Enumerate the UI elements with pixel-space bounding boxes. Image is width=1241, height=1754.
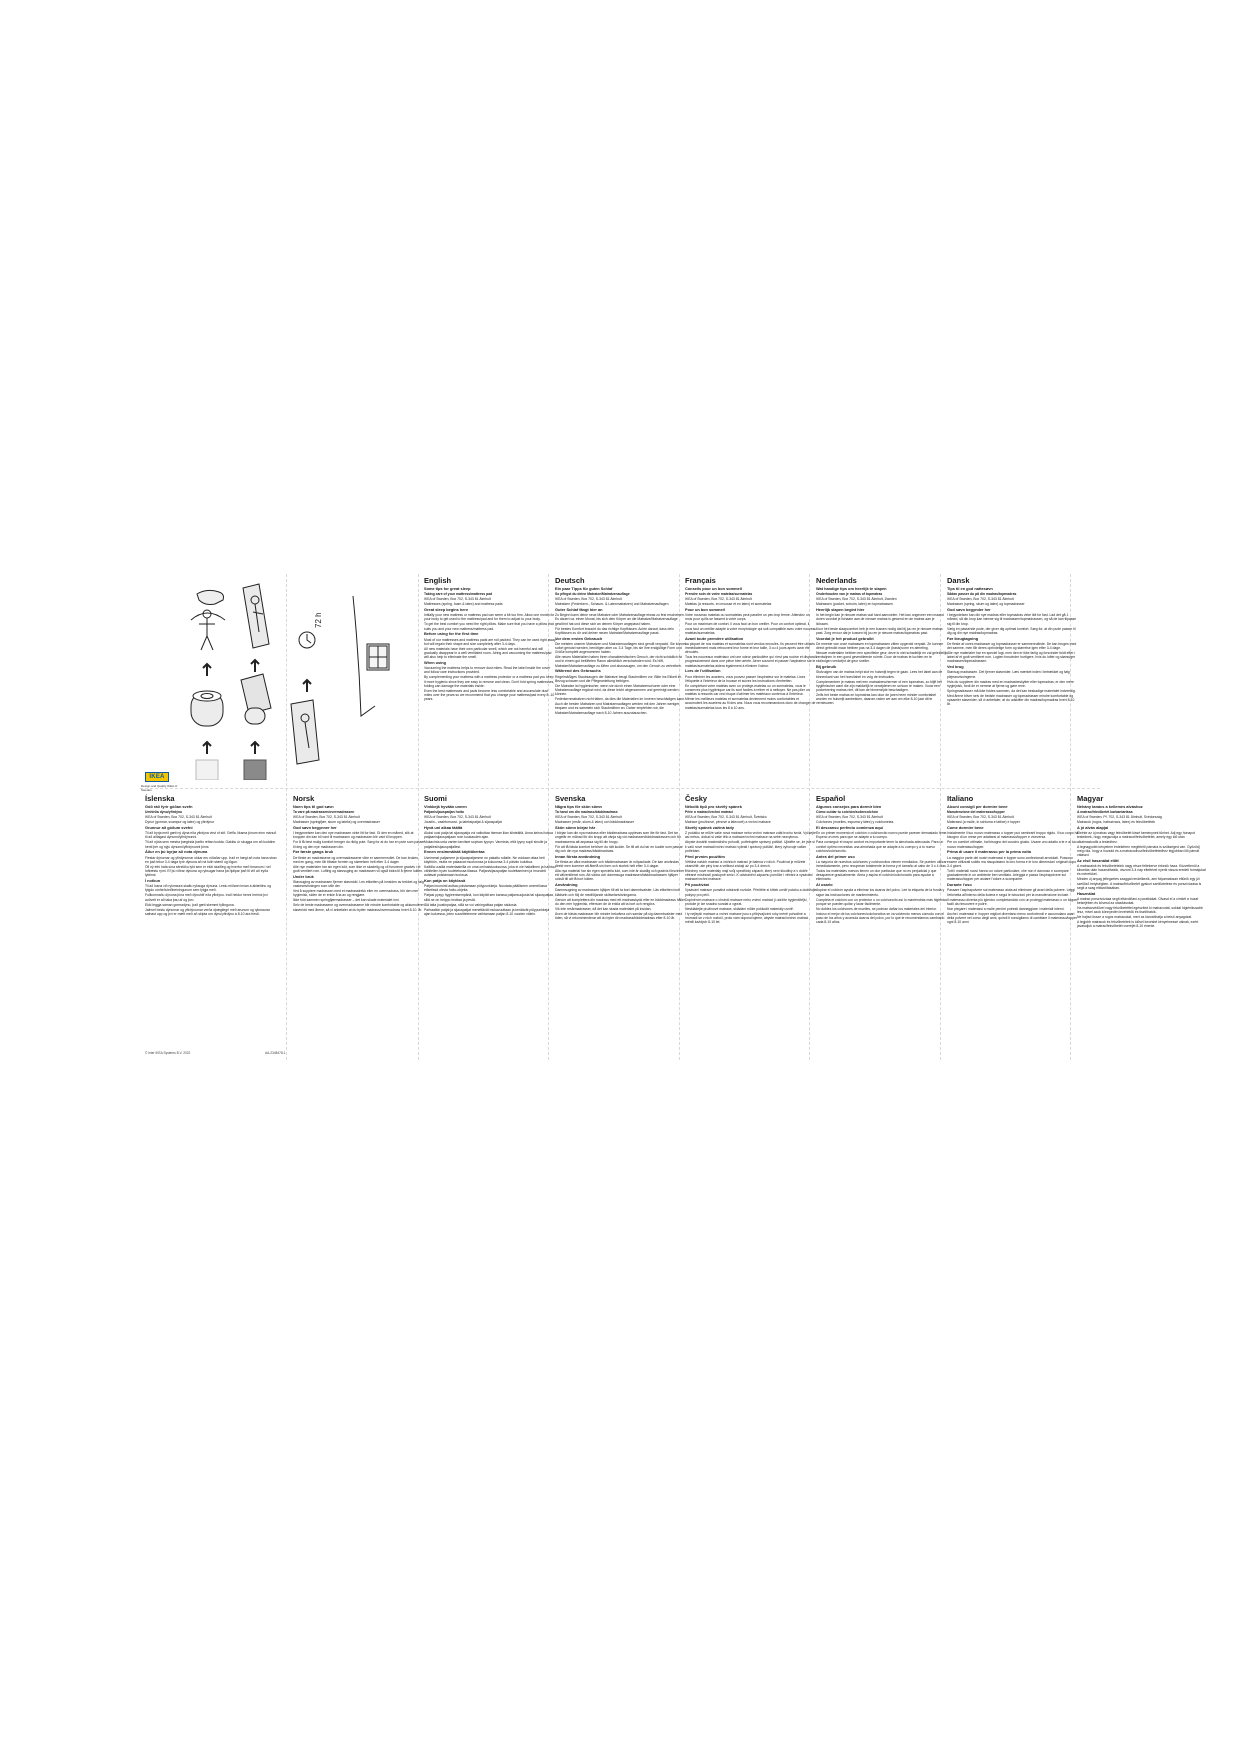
- paragraph: IKEA of Sweden, Box 702, S-343 81 Älmhult: [947, 597, 1014, 602]
- article-code: AA-2348478-1: [265, 1051, 286, 1055]
- paragraph: Die meisten unserer Matratzen und Matratzenauflagen sind gerollt verpackt. Sie können sofort genutzt werden, benötigen aber ca. 3-4 Tage, bis sie ihre endgültige Form und Größe komplett angenommen haben.: [555, 641, 687, 655]
- paragraph: Incluso el mejor de los colchones/colchoncitos se va volviendo menos cómodo con el paso de los años y acumula ácaros del polvo, por lo que te recomendamos cambiarlo cada 8-10 años.: [816, 911, 945, 925]
- paragraph: Pour un maximum de confort, il vous faut un bon oreiller. Pour un confort optimal, il vous faut un oreiller adapté à votre morphologie qui soit compatible avec votre nouveau matelas/surmatelas.: [685, 622, 817, 635]
- section-subheading: Några tips för skön sömn: [555, 804, 602, 809]
- ikea-logo: [145, 772, 169, 782]
- paragraph: Všechny nové materiály mají svůj specifický zápach, který není škodlivý a v dobře větrané místnosti postupně zmizí. K odstranění zápachu pomůže i větrání a vysávání matrace/vrchní matrace.: [685, 868, 813, 882]
- section-subheading: Bij gebruik: [816, 664, 837, 670]
- paragraph: IKEA of Sweden, Box 702, S-343 81 Älmhult, Švédsko: [685, 815, 767, 820]
- section-magyar: [1077, 794, 1207, 1044]
- wait-time-label: 72 h: [314, 612, 323, 628]
- paragraph: To get the best comfort you need the right pillow. Make sure that you have a pillow that suits you and your new mattress/mattress pad.: [424, 622, 554, 631]
- horizontal-fold-line: [140, 788, 1100, 789]
- paragraph: De flesta av våra madrasser och bäddmadrasser är rullpackade. De kan användas direkt men kommer att återfå sin form och storlek helt efter 3-4 dagar.: [555, 859, 679, 868]
- paragraph: Auch die besten Matratzen und Matratzenauflagen werden mit den Jahren weniger bequem und es sammeln sich Staubmilben an. Daher empfehlen wir, die Matratze/Matratzenauflage nach 8-10 Jahren auszutauschen.: [555, 702, 680, 715]
- language-heading: Suomi: [424, 794, 447, 803]
- paragraph: A legnagyobb kényelem érdekében megfelelő párnára is szükséged van. Győződj meg róla, hogy a hozzád és a matracodhoz/fekvőbetétedhez legjobban illő párnát válaszd.: [1077, 844, 1200, 857]
- paragraph: A matracaink és fekvőbetéteink nagy része feltekerve érkezik haza. Közvetlenül a kibontás után használhatók, viszont 3-4 nap elteltével nyerik vissza eredeti formájukat és méretüket.: [1077, 863, 1206, 877]
- paragraph: Even the best mattresses and pads become less comfortable and accumulate dust mites over the years so we recommend that you change your mattress/pad every 8 -10 years.: [424, 688, 555, 702]
- person-sleeping-icon: [291, 700, 319, 764]
- paragraph: Matelas (à ressorts, en mousse et en latex) et surmatelas: [685, 602, 772, 607]
- packed-mattress-icon: [196, 760, 218, 780]
- section-title: Taking care of your mattress/mattress pad: [424, 592, 493, 597]
- paragraph: Selv de beste madrassene og overmadrassene blir mindre komfortable og akkumulerer støvmidd med årene, så vi anbefaler at du bytter madrass/overmadrass hvert 8-10. år.: [293, 903, 424, 912]
- section-subheading: Használat: [1077, 890, 1096, 896]
- paragraph: Initially your new mattress or mattress pad can seem a bit too firm. Allow one month for your body to get used to the mattress/pad and for them to adjust to your body.: [424, 613, 555, 622]
- paragraph: Hvis du supplerer din madras med en madrasbeskytter eller topmadras, er den mere hygiejnisk, fordi de er nemme at fjerne og gøre rene.: [947, 679, 1074, 688]
- section-subheading: Conseils pour un bon sommeil: [685, 586, 742, 591]
- paragraph: IKEA of Sweden, Box 702, S-343 81 Älmhult: [424, 597, 491, 602]
- section-subheading: Při používání: [685, 882, 710, 888]
- open-window-icon: [367, 644, 389, 670]
- paragraph: IKEA of Sweden, Box 702, S-343 81 Älmhult: [424, 815, 491, 820]
- section-subheading: Before using for the first time: [424, 631, 479, 637]
- section-subheading: Før første gangs bruk: [293, 849, 334, 855]
- section-francais: [685, 576, 817, 786]
- section-norsk: [293, 794, 425, 1044]
- section-subheading: Í notkun: [145, 877, 161, 883]
- paragraph: IKEA of Sweden, Box 702, S-343 81 Älmhult: [685, 597, 752, 602]
- paragraph: Patjasi pysyy hygieenisempänä, kun käytät sen kanssa patjansuojusta tai sijauspatjaa, sillä ne on helppo irrottaa ja pestä.: [424, 893, 554, 902]
- paragraph: Für bestes Komfort braucht du das richtige Kopfkissen. Achte darauf, dass dein Kopfkissen zu dir und deiner neuen Matratze/Matratzenauflage passt.: [555, 626, 674, 635]
- paragraph: Alle nye materialer har en speciel lugt, men den er ikke farlig og forsvinder fuldt efter i løbet af et godt ventileret rum. Lugten forsvinder hurtigere, hvis du lufter og støvsuger madrassen/topmadrassen.: [947, 650, 1076, 664]
- section-svenska: [555, 794, 687, 1044]
- mattress-unpacking-illustration: [145, 580, 420, 780]
- arrow-up-icon: [203, 664, 211, 676]
- paragraph: Ikke fold sammen springfjærmadrasser – det kan skade materialet inni.: [293, 898, 400, 903]
- paragraph: De fleste av madrassene og overmadrassene våre er sammenrullet. De kan brukes med en gang, men får tilbake formen og størrelsen helt etter 3-4 dager.: [293, 855, 418, 864]
- paragraph: Vik inte resårmadrasser, då det kan skada materialet på insidan.: [555, 906, 652, 911]
- paragraph: Regelmäßiges Staubsaugen der Matratze beugt Staubmilben vor. Bitte ins Etikett im Bezug schauen und die Pflegeanleitung befolgen.: [555, 674, 682, 683]
- language-heading: English: [424, 576, 452, 585]
- person-sleeping-icon: [243, 584, 269, 648]
- section-dansk: [947, 576, 1079, 786]
- section-title: Sådan passer du på din madras/topmadras: [947, 592, 1017, 597]
- paragraph: Completa el colchón con un protector o un colchoncito así lo mantendrás más higiénico porque se pueden quitar y lavar fácilmente.: [816, 897, 948, 906]
- paragraph: Dammsugning av madrassen hjälper till att ta bort dammkvalster. Läs etiketten inuti klädseln och följ de medföljande skötselanvisningarna.: [555, 888, 680, 897]
- section-subheading: Wat handige tips om heerlijk te slapen: [816, 586, 887, 591]
- person-carrying-icon: [191, 590, 225, 650]
- language-heading: Česky: [685, 794, 708, 803]
- paragraph: Med årene bliver selv de bedste madrasser og topmadrasser mindre komfortable og opsamler støvmider, så vi anbefaler, at du udskifter din madras/topmadras hvert 8-10 år.: [947, 693, 1075, 707]
- section-subheading: Alcuni consigli per dormire bene: [947, 804, 1008, 809]
- paragraph: Per un comfort ottimale, hai bisogno del cuscino giusto. Usane uno adatto a te e al tuo nuovo materasso/topper.: [947, 840, 1077, 849]
- section-title: A matrac/fekvőbetét karbantartása: [1077, 810, 1133, 815]
- paragraph: Federkernmatratzen nicht falten, da dies die Materialien im Inneren beschädigen kann.: [555, 697, 686, 702]
- paragraph: IKEA of Sweden, Box 702, S-343 81 Älmhult: [555, 597, 622, 602]
- paragraph: Genom att komplettera din madrass med ett madrasskydd eller en bäddmadrass håller du den mer hygienisk, eftersom de är enkla att ta bort och rengöra.: [555, 897, 686, 906]
- paragraph: Støvsug madrassen. Det fjerner støvmider. Læs mærket inden i betrækket og følg plejeanvisningerne.: [947, 670, 1070, 679]
- paragraph: De fleste af vores madrasser og topmadrasser er sammenrullede. De kan bruges med det samme, men får deres oprindelige form og størrelse igen efter 3-4 dage.: [947, 641, 1077, 650]
- paragraph: Zu Beginn kann deine neue Matratze oder Matratzenauflage etwas zu fest erscheinen. Es dauert ca. einen Monat, bis sich dein Körper an die Matratze/Matratzenauflage gewöhnt hat und diese sich an deinen Körper angepasst haben.: [555, 613, 685, 626]
- arrow-up-icon: [251, 660, 259, 672]
- brand-tagline: Design and Quality IKEA of Sweden: [141, 784, 178, 792]
- arrow-up-icon: [251, 742, 259, 754]
- ikea-logo-text: IKEA: [146, 773, 168, 781]
- arrow-up-icon: [203, 742, 211, 754]
- paragraph: Kaikilla uusilla materiaaleilla on oma ominaistuoksunsa, joka ei ole haitallinen ja haihtuu vähitellen hyvin tuuletetussa tilassa. Patjan/sijauspatjan tuulettaminen ja imurointi auttavat poistamaan tuoksua.: [424, 864, 556, 878]
- paragraph: Til að njóta sem mestra þæginda þarftu réttan kodda. Gakktu úr skugga um að koddinn henti þér og nýju dýnunni/yfirdýnunni þinni.: [145, 840, 276, 849]
- paragraph: IKEA of Sweden, Box 702, S-343 81 Älmhult: [947, 815, 1014, 820]
- language-heading: Svenska: [555, 794, 586, 803]
- paragraph: IKEA of Sweden, Box 702, S-343 81 Älmhult: [145, 815, 212, 820]
- paragraph: I ty nejlepší matrace a vrchní matrace jsou s přibývajícími roky méně pohodlné a hromadí se v nich roztoči, proto vám doporučujeme, abyste matraci/vrchní matraci měnili každých 8-10 let.: [685, 911, 809, 925]
- section-subheading: Lors de l'utilisation: [685, 668, 721, 674]
- paragraph: Passare l'aspirapolvere sul materasso aiuta ad eliminare gli acari della polvere. Leggi l'etichetta all'interno della fodera e segui le istruzioni per la manutenzione incluse.: [947, 888, 1075, 897]
- paragraph: Vælg en passende pude, der giver dig optimal komfort. Sørg for, at din pude passer til dig og din nye madras/topmadras.: [947, 626, 1076, 635]
- paragraph: Vysávání matrace pomáhá odstranit roztoče. Přečtěte si štítek uvnitř potahu a dodržujte pokyny pro péči.: [685, 888, 817, 897]
- paragraph: Öll ný efni hafa sína sérstöku lykt sem er ekki skaðleg og hverfur með tímanum í vel loftræstu rými. Ef þú viðrar dýnuna og ryksugar hana þá hjálpar það til við að eyða lyktinni.: [145, 864, 271, 878]
- paragraph: Alle neuen Materialien haben ihren charakteristischen Geruch, der nicht schädlich ist und in einem gut belüfteten Raum allmählich verschwinden wird. Es hilft, Matratze/Matratzenauflage zu lüften und abzusaugen, um den Geruch zu vertreiben.: [555, 655, 683, 668]
- paragraph: La plupart de nos matelas et surmatelas sont vendus enroulés. Ils peuvent être utilisés immédiatement mais retrouvent leur forme et leur taille, 3 ou 4 jours après avoir été déroulés.: [685, 641, 815, 655]
- section-subheading: Několik tipů pro skvělý spánek: [685, 804, 742, 809]
- paragraph: Matrace (pružinové, pěnové a latexové) a vrchní matrace: [685, 820, 771, 825]
- paragraph: Colchones (muelles, espuma y látex) y colchonetas: [816, 820, 894, 825]
- paragraph: Mukavinta unta varten tarvitset sopivan tyynyn. Varmista, että tyyny sopii sinulle ja patjallesi/sijauspatjallesi.: [424, 840, 547, 849]
- section-subheading: Ennen ensimmäistä käyttökertaa: [424, 849, 485, 855]
- section-title: Ta vare på madrassen/overmadrassen: [293, 810, 355, 815]
- paragraph: Para conseguir el mayor confort es importante tener la almohada adecuada. Para un confort óptimo necesitas una almohada que se adapte a tu cuerpo y a tu nuevo colchón/colchoncito.: [816, 840, 944, 853]
- paragraph: Aluksi uusi patja tai sijauspatja voi vaikuttaa hieman liian kiinteältä. Anna kehosi tottua patjaan/sijauspatjaan noin kuukauden ajan.: [424, 831, 553, 840]
- clock-icon: [299, 632, 315, 648]
- section-title: Cómo cuidar tu colchón/sobrecolchón: [816, 810, 878, 815]
- section-subheading: Al usarlo: [816, 882, 833, 888]
- paragraph: Eleinte az új matrac vagy fekvőbetét kissé keménynek tűnhet. Adj egy hónapot testednek, hogy megszokja a matracot/fekvőbetétet, amely egy idő után alkalmazkodik a testedhez.: [1077, 831, 1195, 844]
- section-subheading: When using: [424, 659, 447, 665]
- paragraph: Alla nya material har sin egen speciella lukt, som inte är skadlig och gradvis försvinner i ett välventilerat rum. Att vädra och dammsuga madrassen/bäddmadrassen hjälper också till att få bort lukten.: [555, 868, 686, 882]
- paragraph: Springmadrasser må ikke foldes sammen, da det kan beskadige materialet indvendig.: [947, 688, 1076, 693]
- paragraph: In het begin kan je nieuwe matras wat hard aanvoelen. Het kan ongeveer een maand duren voordat je lichaam aan de nieuwe matras is gewend en de matras aan je lichaam.: [816, 613, 944, 626]
- copyright-notice: © Inter IKEA Systems B.V. 2022: [145, 1051, 191, 1055]
- paragraph: IKEA of Sweden, Box 702, S-343 81 Älmhult: [816, 815, 883, 820]
- paragraph: En un primer momento el colchón o colchoncito nuevo puede parecer demasiado firme. Espera un mes para que se adapte a tu cuerpo.: [816, 831, 948, 840]
- paragraph: Il materasso diventa più igienico completandolo con un proteggi materasso o un topper, facili da rimuovere e pulire.: [947, 897, 1079, 906]
- paragraph: Most of our mattresses and mattress pads are roll packed. They can be used right away but will regain their shape and size completely after 3-4 days.: [424, 637, 556, 646]
- section-subheading: Skvělý spánek začíná tady: [685, 824, 734, 830]
- section-cesky: [685, 794, 817, 1044]
- paragraph: Z počátku se může vaše nová matrace nebo vrchní matrace zdát trochu tvrdá. Vyčkejte asi měsíc, dokud si vaše tělo a matrace/vrchní matrace na sebe nezvyknou.: [685, 831, 816, 840]
- paragraph: Useimmat patjamme ja sijauspatjamme on pakattu rullalle. Ne voidaan ottaa heti käyttöön, mutta ne palaavat muotoonsa ja kokoonsa 3-4 päivän kuluttua.: [424, 855, 545, 864]
- paragraph: Til að losna við rykmaura skaltu ryksuga dýnuna. Lestu miðann innan á áklæðinu og fylgdu umhirðuleiðbeiningunum sem fylgja með.: [145, 884, 271, 893]
- paragraph: Neskládejte pružinové matrace, skládání může poškodit materiály uvnitř.: [685, 906, 794, 911]
- paragraph: För att få bästa komfort behöver du rätt kudde. Se till att du har en kudde som passar dig och din nya madrass/bäddmadrass.: [555, 844, 683, 853]
- section-subheading: Néhány tanács a kellemes alváshoz: [1077, 804, 1143, 809]
- section-subheading: Ein paar Tipps für guten Schlaf: [555, 586, 613, 591]
- section-subheading: Áður en þú byrjar að nota dýnuna: [145, 849, 208, 855]
- section-subheading: Great sleep begins here: [424, 606, 469, 612]
- paragraph: Parhaatkin patjat ja sijauspatjat menettävät mukavuuttaan ja keräävät pölypunkkeja ajan kuluessa, joten suosittelemme vaihtamaan patjan 8-10 vuoden välein.: [424, 907, 550, 916]
- language-heading: Deutsch: [555, 576, 585, 585]
- paragraph: Voor het beste slaapcomfort heb je een kussen nodig dat bij jou en je nieuwe matras past. Zorg ervoor dat je kussen bij jou en je nieuwe matras/topmatras past.: [816, 626, 943, 635]
- section-title: So pflegst du deine Matratze/Matratzenauflage: [555, 592, 630, 597]
- paragraph: I begynnelsen kan den nye madrassen virke litt for fast. Gi den en måned, slik at kroppen din kan bli vant til madrassen og madrassen blir vant til kroppen.: [293, 831, 414, 840]
- paragraph: Minden új anyag jellegzetes szaggal rendelkezik, ami folyamatosan eltűnik egy jól szellőző helyiségben. A matrac/fekvőbetét gyakori szellőztetése és porszívózása is segít a szag eltávolításában.: [1077, 877, 1202, 890]
- paragraph: Madrasser (springfjær, skum og lateks) og overmadrasser: [293, 820, 380, 825]
- paragraph: Aspirar el colchón ayuda a eliminar los ácaros del polvo. Lee la etiqueta de la funda y sigue las instrucciones de mantenimiento.: [816, 888, 945, 897]
- paragraph: I begyndelsen kan din nye madras eller topmadras virke lidt for fast. Lad det gå 1 måned, så din krop kan vænne sig til madrassen/topmadrassen, og så de kan tilpasse sig til din krop.: [947, 613, 1077, 626]
- paragraph: Pour éliminer les acariens, vous pouvez passer l'aspirateur sur le matelas. Lisez l'étiquette à l'intérieur de la housse et suivez les instructions d'entretien.: [685, 674, 806, 683]
- paragraph: La maggior parte dei nostri materassi e topper sono confezionati arrotolati. Possono essere utilizzati subito ma riacquistano la loro forma e le loro dimensioni originali dopo 3-4 giorni.: [947, 855, 1077, 868]
- paragraph: De meeste van onze matrassen en topmatrassen zitten opgerold verpakt. Ze kunnen direct gebruikt maar hebben pas na 3-4 dagen de (basis)vorm en afmeting.: [816, 641, 944, 650]
- section-espanol: [816, 794, 948, 1044]
- paragraph: I början kan din nya madrass eller bäddmadrass upplevas som lite för fast. Det tar ungefär en månad för din kropp att vänja sig vid madrassen/bäddmadrassen och för madrasserna att anpassa sig till din kropp.: [555, 831, 681, 844]
- paragraph: Zelfs het beste matras en topmatras kan door de jaren heen minder comfortabel worden en huismijt aantrekken, daarom raden we aan om elke 8-10 jaar dit te vernieuwen.: [816, 692, 937, 706]
- section-subheading: Während des Gebrauchs: [555, 668, 601, 674]
- section-english: [424, 576, 556, 786]
- paragraph: Inizialmente il tuo nuovo materasso o topper può sembrarti troppo rigido. Il tuo corpo ha bisogno di un mese per adattarsi al materasso/topper e viceversa.: [947, 831, 1079, 840]
- paragraph: IKEA of Sweden, Box 702, S-343 81 Älmhult, Zweden: [816, 597, 897, 602]
- section-subheading: Az első használat előtt: [1077, 857, 1119, 863]
- packed-mattress-icon: [244, 760, 266, 780]
- section-subheading: Voordat je het product gebruikt: [816, 635, 874, 641]
- paragraph: IKEA of Sweden, Pf. 702, S-343 81 Älmhult, Svédország: [1077, 815, 1162, 820]
- section-subheading: Pour un bon sommeil: [685, 606, 725, 612]
- section-subheading: Góð ráð fyrir góðan svefn: [145, 804, 193, 809]
- paragraph: Todos los materiales nuevos tienen un olor particular que no es perjudicial y que desaparece gradualmente. Airea y aspira el colchón/colchoncito para ayudar a eliminarlo.: [816, 868, 937, 882]
- section-title: Péče o matraci/vrchní matraci: [685, 810, 734, 815]
- section-subheading: Noen tips til god søvn: [293, 804, 334, 809]
- arrow-up-icon: [303, 680, 311, 692]
- section-subheading: Come dormire bene: [947, 824, 984, 830]
- paragraph: All new materials have their own particular smell, which are not harmful and will gradually disappear in a well ventilated room. Airing and vacuuming the mattress/pad will also help to eliminate the smell.: [424, 646, 552, 660]
- section-title: Umhirða dýnu/yfirdýnu: [145, 810, 183, 815]
- language-heading: Italiano: [947, 794, 974, 803]
- paragraph: For å få best mulig komfort trenger du riktig pute. Sørg for at du har en pute som passer til deg og den nye madrassen din.: [293, 840, 425, 849]
- language-heading: Magyar: [1077, 794, 1104, 803]
- paragraph: Non piegare i materassi a molle perché potresti danneggiare i materiali interni.: [947, 906, 1065, 911]
- paragraph: Madrasser (spring, skum og latex) og topmadrasser: [947, 602, 1025, 607]
- paragraph: A legjobb matracok és fekvőbetétek is idővel kevésbé kényelmessé válnak, ezért javasoljuk a matrac/fekvőbetét cseréjét 8-10 évente.: [1077, 920, 1199, 929]
- section-subheading: Durante l'uso: [947, 882, 972, 888]
- section-subheading: Vinkkejä hyvään uneen: [424, 804, 467, 809]
- paragraph: En complétant votre matelas avec un protège-matelas ou un surmatelas, vous le conservez plus hygiénique car ils sont faciles à retirer et à nettoyer. Ne pas plier un matelas à ressorts car ceci risque d'abîmer les matériaux contenus à l'intérieur.: [685, 683, 810, 697]
- paragraph: Dýnur (gormar, svampur og latex) og yfirdýnur: [145, 820, 215, 825]
- paragraph: IKEA of Sweden, Box 702, S-343 81 Älmhult: [555, 815, 622, 820]
- paragraph: Tous les nouveaux matériaux ont une odeur particulière qui n'est pas nocive et disparaît progressivement dans une pièce bien aérée. Aérer souvent et passer l'aspirateur sur le matelas/surmatelas aidera également à éliminer l'odeur.: [685, 655, 817, 668]
- language-heading: Íslenska: [145, 794, 175, 803]
- section-subheading: Před prvním použitím: [685, 853, 725, 859]
- paragraph: Til að byrja með gæti ný dýna eða yfirdýna virst of stíf. Gefðu líkama þínum einn mánuð til að aðlagast dýnunni/yfirdýnunni.: [145, 831, 277, 840]
- language-heading: Español: [816, 794, 846, 803]
- section-subheading: Under bruk: [293, 873, 314, 879]
- section-subheading: Hyvä uni alkaa täältä: [424, 824, 463, 830]
- section-subheading: Guter Schlaf fängt hier an: [555, 606, 603, 612]
- paragraph: Fullkomnaðu dýnuna þína með dýnuhlíf eða yfirdýnu. Það heldur henni hreinni því auðvelt er að taka þau af og þvo.: [145, 893, 268, 902]
- paragraph: Matratzen (Federkern-, Schaum- & Latexmatratzen) und Matratzenauflagen: [555, 602, 669, 607]
- paragraph: Flestar dýnurnar og yfirdýnurnar okkar eru rúllaðar upp. Það er hægt að nota hana strax en það tekur 3-4 daga fyrir dýnuna að ná fullri stærð og lögun.: [145, 855, 277, 864]
- paragraph: Støvsuging av madrassen fjerner støvmidd. Les etiketten på innsiden av trekket og følg vaskeanvisningen som står der.: [293, 879, 424, 889]
- paragraph: Matrassen (pocket, schuim, latex) en topmatrassen: [816, 602, 893, 607]
- section-title: Prendre soin de votre matelas/surmatelas: [685, 592, 753, 597]
- paragraph: Votre nouveau matelas ou surmatelas peut paraître un peu trop ferme. Attendez un mois pour qu'ils se fassent à votre corps.: [685, 613, 810, 622]
- section-subheading: Heerlijk slapen begint hier: [816, 606, 865, 612]
- paragraph: Anche i materassi e i topper migliori diventano meno confortevoli e accumulano acari della polvere nel corso degli anni, quindi ti consigliamo di cambiare il materasso/topper ogni 8-10 anni.: [947, 911, 1078, 925]
- section-subheading: El descanso perfecto comienza aquí: [816, 824, 884, 830]
- paragraph: Madrasser (resår, skum & latex) och bäddmadrasser: [555, 820, 634, 825]
- paragraph: Ved å supplere madrassen med et madrasstrekk eller en overmadrass, blir den mer hygienisk, siden de er enkle å ta av og rengjøre.: [293, 889, 419, 898]
- paragraph: Ne hajtsd össze a rugós matracokat, mert az károsíthatja a belső anyagokat.: [1077, 915, 1193, 920]
- paragraph: Většina našich matrací a vrchních matrací je balena v rolích. Používat je můžete okamžitě, ale plný tvar a velikost získají až po 3-4 dnech.: [685, 859, 806, 868]
- paragraph: Patjan imurointi auttaa poistamaan pölypunkkeja. Noudata päälliseen ommellussa etiketissä olevia hoito-ohjeita.: [424, 884, 547, 893]
- language-heading: Français: [685, 576, 716, 585]
- section-title: Onderhouden van je matras of topmatras: [816, 592, 883, 597]
- language-heading: Nederlands: [816, 576, 857, 585]
- section-subheading: Før ibrugtagning: [947, 635, 979, 641]
- paragraph: Même les meilleurs matelas et surmatelas deviennent moins confortables et accumulent les acariens au fil des ans. Nous vous recommandons donc de changer de matelas/surmatelas tous les 8 à 10 ans.: [685, 697, 816, 710]
- paragraph: Jafnvel bestu dýnurnar og yfirdýnurnar verða óþægilegri með árunum og rykmaurar safnast upp og því er mælt með að skipta um dýnu/yfirdýnu á 8-10 ára fresti.: [145, 907, 270, 916]
- section-subheading: Innan första användning: [555, 853, 601, 859]
- rolled-mattress-icon: [191, 691, 223, 726]
- section-subheading: Användning: [555, 882, 578, 888]
- section-subheading: Skön sömn börjar här: [555, 824, 596, 830]
- section-subheading: Grunnur að góðum svefni: [145, 824, 193, 830]
- section-subheading: Tips til en god nattesøvn: [947, 586, 993, 591]
- paragraph: Materassi (a molle, in schiuma e lattice) e topper: [947, 820, 1020, 825]
- paragraph: Matracok (rugós, habszivacs, latex) és fekvőbetétek: [1077, 820, 1156, 825]
- section-subheading: A jó alvás alapjai: [1077, 824, 1109, 830]
- paragraph: Joustin-, vaahtomuovi- ja lateksipatjat & sijauspatjat: [424, 820, 502, 825]
- paragraph: By complementing your mattress with a mattress protector or a mattress pad you keep it more hygienic since they are easy to remove and clean. Don't fold spring mattresses, folding can damage the materials inside.: [424, 675, 555, 688]
- language-heading: Dansk: [947, 576, 970, 585]
- paragraph: Ha matracvédővel vagy fekvőbetéttel egészíted ki matracodat, sokkal higiénikusabb lesz, mivel azok könnyedén levehetők és tisztíthatók.: [1077, 905, 1203, 915]
- section-nederlands: [816, 576, 948, 786]
- section-subheading: Antes del primer uso: [816, 853, 855, 859]
- paragraph: Die Matratze ist hygienischer, wenn sie durch einen Matratzenschoner oder eine Matratzenauflage ergänzt wird, da diese leicht abgenommen und gereinigt werden können.: [555, 683, 679, 697]
- paragraph: A matrac porszívózása segít eltávolítani a poratkákat. Olvasd el a címkét a huzat belsejében és kövesd az utasításokat.: [1077, 896, 1199, 905]
- paragraph: Doplněním matrace o chránič matrace nebo vrchní matraci ji udržíte hygieničtější, protože je lze snadno sundat a vyprat.: [685, 897, 808, 906]
- paragraph: Tutti i materiali nuovi hanno un odore particolare, che non è dannoso e scompare gradualmente in un ambiente ben ventilato. Arieggia e passa l'aspirapolvere sul materasso/topper per aiutare l'odore a scomparire.: [947, 868, 1069, 882]
- section-subheading: God søvn begynner her: [293, 824, 337, 830]
- paragraph: Även de bästa madrasser blir mindre bekväma och samlar på sig dammkvalster med tiden, så vi rekommenderar att du byter din madrass/bäddmadrass efter 8-10 år.: [555, 911, 683, 920]
- section-subheading: Avant toute première utilisation: [685, 635, 744, 641]
- section-subheading: Ved brug: [947, 664, 964, 670]
- paragraph: Mattresses (spring, foam & latex) and mattress pads: [424, 602, 503, 607]
- paragraph: Stofzuigen van de matras helpt stof en huismijt tegen te gaan. Lees het label aan de binnenkant van het hoes/label en volg de instructies.: [816, 670, 943, 679]
- paragraph: Vacuuming the mattress helps to remove dust mites. Read the label inside the cover and follow care instructions provided.: [424, 666, 551, 675]
- section-subheading: God søvn begynder her: [947, 606, 991, 612]
- section-deutsch: [555, 576, 687, 786]
- section-subheading: Some tips for great sleep: [424, 586, 471, 591]
- paragraph: IKEA of Sweden, Box 702, S-343 81 Älmhult: [293, 815, 360, 820]
- section-title: Manutenzione del materasso/topper: [947, 810, 1005, 815]
- language-heading: Norsk: [293, 794, 315, 803]
- paragraph: Complementeer je matras met een matrasbeschermer of een topmatras, zo blijft het hygiënischer want die zijn makkelijk te verwijderen en schoon te maken. Vouw een pocketvering matras niet, dit kan de binnenzijde beschadigen.: [816, 679, 942, 692]
- unrolling-mattress-icon: [241, 674, 271, 724]
- section-subheading: Vor dem ersten Gebrauch: [555, 635, 603, 641]
- section-subheading: Kun patja on käytössä: [424, 877, 466, 883]
- paragraph: Alle nye materialer har sin egen lukt, som ikke er skadelig og vil forsvinne gradvis i et godt ventilert rom. Lufting og støvsuging av madrassen vil også bidra til å fjerne lukten.: [293, 864, 424, 873]
- section-islenska: [145, 794, 277, 1044]
- section-italiano: [947, 794, 1079, 1044]
- paragraph: Nieuwe materialen hebben een specifieke geur, deze is niet schadelijk en zal geleidelijk verdwijnen in een goed geventileerde ruimte. Door de matras te luchten en te stofzuigen verdwijnt de geur sneller.: [816, 650, 948, 664]
- section-subheading: Algunos consejos para dormir bien: [816, 804, 882, 809]
- section-title: Patjan/sijauspatjan hoito: [424, 810, 464, 815]
- paragraph: No dobles los colchones de muelles, se podrían dañar los materiales del interior.: [816, 906, 937, 911]
- paragraph: Abyste dosáhli maximálního pohodlí, potřebujete správný polštář. Ujistěte se, že jste si k vaší nové matraci/vrchní matraci vybrali i správný polštář, který vyhovuje vašim potřebám.: [685, 840, 815, 853]
- section-suomi: [424, 794, 556, 1044]
- paragraph: Ekki leggja saman gormadýnu, það gæti skemmt fyllinguna.: [145, 902, 235, 907]
- paragraph: Älä taita joustinpatjaa, sillä se voi vahingoittaa patjan sisäosia.: [424, 902, 518, 907]
- section-title: Ta hand om din madrass/bäddmadrass: [555, 810, 618, 815]
- paragraph: La mayoría de nuestros colchones y colchoncitos vienen enrollados. Se pueden utilizar inmediatamente, pero recuperan totalmente la forma y el tamaño al cabo de 3 o 4 días.: [816, 859, 947, 868]
- section-subheading: Prima di usare il materasso per la prima volta: [947, 849, 1031, 855]
